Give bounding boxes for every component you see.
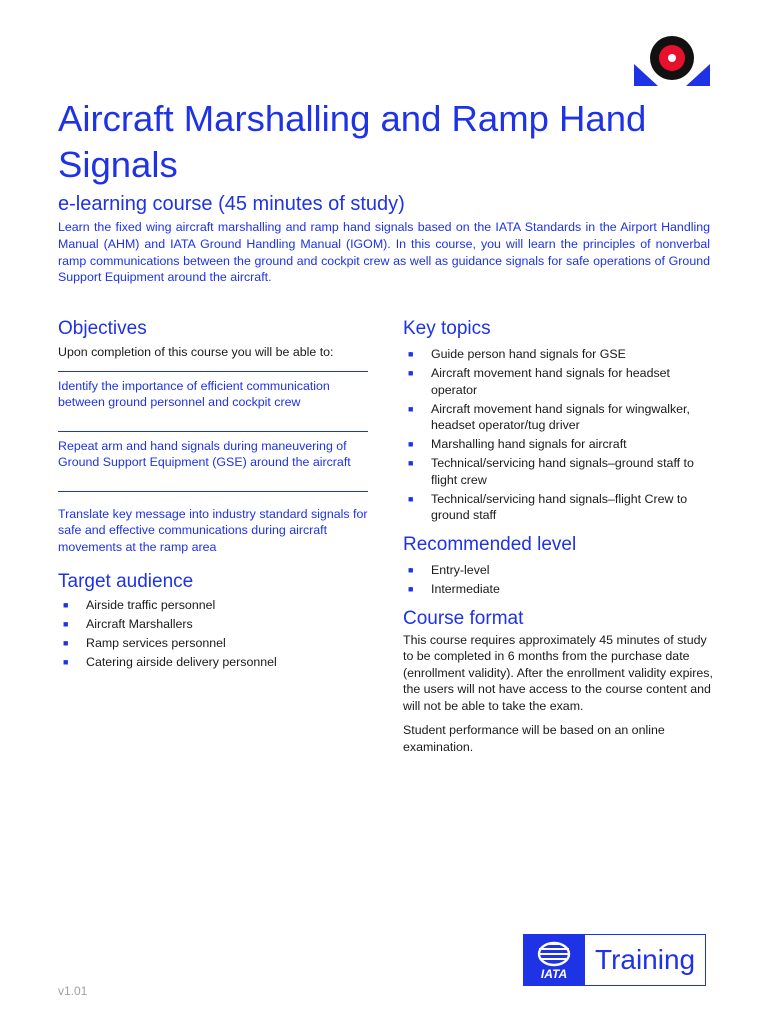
- list-item-text: Intermediate: [431, 582, 500, 597]
- bullet-icon: ■: [408, 349, 414, 359]
- objective-item: Repeat arm and hand signals during maneuvering of Ground Support Equipment (GSE) around the aircraft: [58, 431, 368, 491]
- key-topics-list: [403, 346, 713, 524]
- list-item-text: Marshalling hand signals for aircraft: [431, 437, 627, 452]
- objectives-lead: Upon completion of this course you will be able to:: [58, 345, 334, 359]
- bullet-icon: ■: [408, 493, 414, 504]
- bullet-icon: ■: [408, 439, 414, 450]
- list-item: [403, 455, 713, 488]
- bullet-icon: ■: [63, 638, 69, 649]
- iata-logo-box: [523, 934, 585, 986]
- right-column: [403, 316, 713, 755]
- list-item: [403, 346, 713, 363]
- iata-brand-text: IATA: [540, 967, 568, 981]
- objective-item: Identify the importance of efficient communication between ground personnel and cockpit crew: [58, 371, 368, 431]
- list-item: [58, 635, 368, 652]
- left-column: [58, 316, 368, 673]
- list-item: [403, 401, 713, 434]
- bullet-icon: ■: [408, 403, 414, 414]
- page-subtitle: e-learning course (45 minutes of study): [58, 193, 405, 215]
- list-item-text: Catering airside delivery personnel: [86, 655, 277, 670]
- iata-emblem-icon: [632, 34, 712, 88]
- list-item-text: Aircraft Marshallers: [86, 617, 193, 632]
- list-item: [58, 654, 368, 671]
- bullet-icon: ■: [408, 584, 414, 595]
- bullet-icon: ■: [408, 368, 414, 379]
- list-item: [58, 616, 368, 633]
- list-item: [403, 581, 713, 598]
- list-item-text: Aircraft movement hand signals for wingwalker, headset operator/tug driver: [431, 401, 690, 433]
- target-audience-list: [58, 597, 368, 671]
- list-item: [403, 436, 713, 453]
- objective-item: Translate key message into industry standard signals for safe and effective communications during aircraft movements at the ramp area: [58, 491, 368, 556]
- list-item-text: Technical/servicing hand signals–flight Crew to ground staff: [431, 491, 688, 523]
- list-item-text: Entry-level: [431, 562, 490, 577]
- bullet-icon: ■: [63, 657, 69, 668]
- list-item-text: Guide person hand signals for GSE: [431, 347, 626, 361]
- recommended-level-heading: Recommended level: [403, 533, 577, 555]
- iata-globe-icon: [523, 934, 585, 986]
- list-item: [403, 562, 713, 579]
- recommended-level-list: [403, 562, 713, 598]
- training-word: Training: [595, 944, 696, 975]
- course-format-heading: Course format: [403, 607, 524, 629]
- course-format-paragraph: Student performance will be based on an online examination.: [403, 723, 665, 754]
- course-format-paragraph: This course requires approximately 45 minutes of study to be completed in 6 months from the purchase date (enrollment validity). After the enrollment validity expires, the users will not have access to the course content and will not be able to take the exam.: [403, 632, 713, 713]
- list-item-text: Aircraft movement hand signals for headset operator: [431, 366, 670, 397]
- iata-training-logo: [523, 934, 711, 986]
- key-topics-heading: Key topics: [403, 318, 491, 339]
- list-item-text: Airside traffic personnel: [86, 598, 216, 612]
- list-item: [403, 365, 713, 398]
- version-label: v1.01: [58, 984, 88, 998]
- list-item-text: Technical/servicing hand signals–ground staff to flight crew: [431, 456, 694, 487]
- list-item-text: Ramp services personnel: [86, 636, 226, 651]
- objectives-heading: Objectives: [58, 318, 147, 339]
- list-item: [58, 597, 368, 614]
- bullet-icon: ■: [408, 458, 414, 469]
- bullet-icon: ■: [63, 600, 69, 610]
- target-audience-heading: Target audience: [58, 571, 194, 592]
- bullet-icon: ■: [63, 619, 69, 630]
- bullet-icon: ■: [408, 564, 414, 575]
- page-title: Aircraft Marshalling and Ramp Hand Signals: [58, 98, 647, 185]
- intro-paragraph: Learn the fixed wing aircraft marshalling and ramp hand signals based on the IATA Standards in the Airport Handling Manual (AHM) and IATA Ground Handling Manual (IGOM). In this course, you will learn the principles of nonverbal ramp communications between the ground and cockpit crew as well as guidance signals for safe operations of Ground Support Equipment around the aircraft.: [58, 220, 710, 285]
- list-item: [403, 491, 713, 524]
